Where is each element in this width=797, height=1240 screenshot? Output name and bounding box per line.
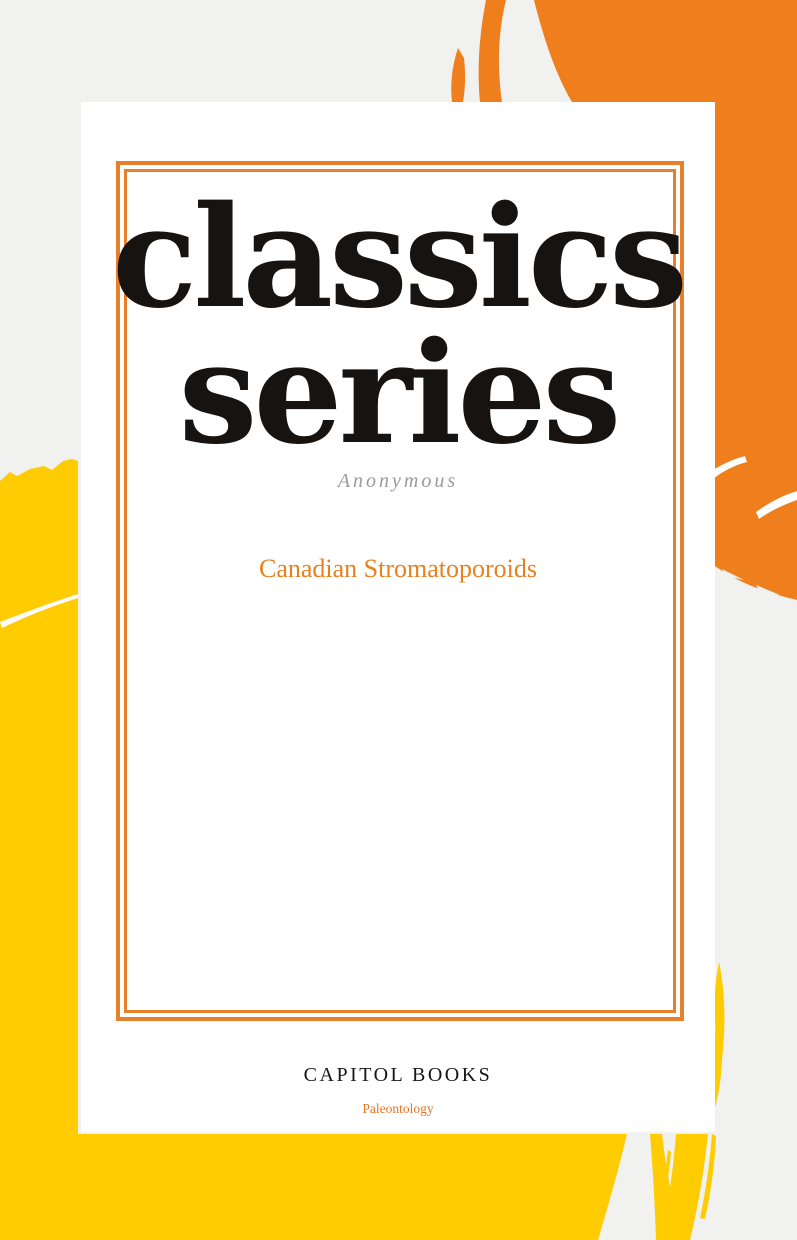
series-title-line1: classics xyxy=(111,176,685,340)
yellow-brush-left xyxy=(0,459,78,1240)
cover-card xyxy=(81,102,715,1132)
publisher-name: CAPITOL BOOKS xyxy=(303,1064,493,1086)
author-name: Anonymous xyxy=(337,470,459,492)
category-label: Paleontology xyxy=(362,1101,434,1116)
orange-brush-streak xyxy=(479,0,506,102)
series-title xyxy=(81,176,715,476)
series-title-line2: series xyxy=(178,312,618,476)
book-title: Canadian Stromatoporoids xyxy=(258,554,537,583)
orange-brush-sliver xyxy=(451,48,465,102)
yellow-brush-bottom xyxy=(0,1134,627,1240)
